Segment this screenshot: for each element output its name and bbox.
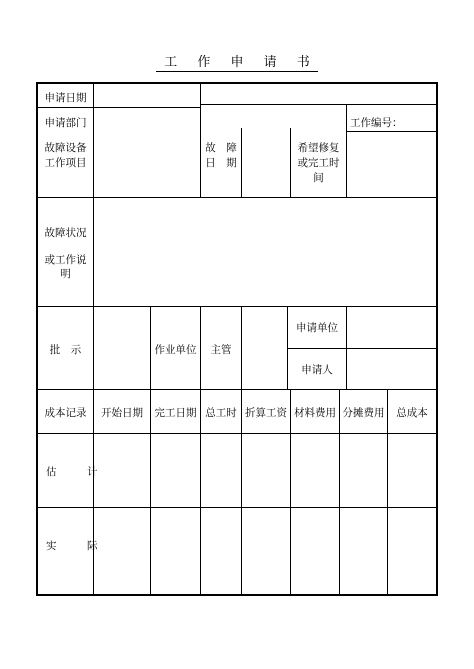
rule — [36, 389, 437, 390]
rule — [36, 507, 437, 508]
cost-header-material: 材料费用 — [294, 407, 336, 419]
page-title: 工 作 申 请 书 — [0, 51, 474, 70]
cost-header-total-cost: 总成本 — [396, 407, 428, 419]
fault-status-label-line3: 明 — [60, 268, 71, 280]
rule — [93, 82, 94, 198]
rule — [287, 348, 437, 349]
rule — [287, 306, 288, 390]
rule — [346, 104, 347, 198]
rule — [36, 306, 437, 307]
rule — [241, 128, 242, 198]
cost-header-wages: 折算工资 — [245, 407, 287, 419]
applicant-label: 申请人 — [301, 364, 333, 376]
cost-header-finish-date: 完工日期 — [154, 407, 197, 419]
supervisor-label: 主管 — [210, 344, 232, 356]
rule — [36, 107, 200, 108]
cost-row-actual: 实 际 — [46, 540, 108, 552]
cost-header-allocated: 分摊费用 — [342, 407, 385, 419]
fault-status-label-line1: 故障状况 — [44, 227, 87, 239]
rule — [200, 104, 437, 105]
rule — [346, 306, 347, 390]
rule — [346, 131, 437, 132]
rule — [36, 433, 437, 434]
equipment-label-line1: 故障设备 — [44, 142, 87, 154]
frame-bottom — [36, 594, 437, 596]
cost-row-estimate: 估 计 — [46, 466, 108, 478]
rule — [241, 306, 242, 390]
hope-finish-label-line1: 希望修复 — [297, 142, 340, 154]
rule — [200, 82, 201, 198]
apply-unit-label: 申请单位 — [296, 322, 338, 334]
fault-date-label-line1: 故 障 — [205, 142, 237, 154]
hope-finish-label-line3: 间 — [313, 172, 324, 184]
fault-date-label-line2: 日 期 — [205, 157, 237, 169]
cost-header-start-date: 开始日期 — [101, 407, 143, 419]
fault-status-label-line2: 或工作说 — [44, 254, 87, 266]
cost-header-record: 成本记录 — [44, 407, 87, 419]
frame-top — [36, 82, 437, 84]
work-unit-label: 作业单位 — [154, 344, 197, 356]
rule — [36, 197, 437, 198]
cost-header-total-hours: 总工时 — [205, 407, 237, 419]
approve-label: 批 示 — [49, 344, 82, 356]
rule — [93, 306, 94, 390]
hope-finish-label-line2: 或完工时 — [297, 157, 340, 169]
rule — [93, 197, 94, 307]
equipment-label-line2: 工作项目 — [44, 157, 87, 169]
apply-date-label: 申请日期 — [44, 92, 87, 104]
apply-dept-label: 申请部门 — [44, 117, 87, 129]
frame-right — [436, 82, 438, 596]
work-number-label: 工作编号： — [350, 117, 403, 129]
